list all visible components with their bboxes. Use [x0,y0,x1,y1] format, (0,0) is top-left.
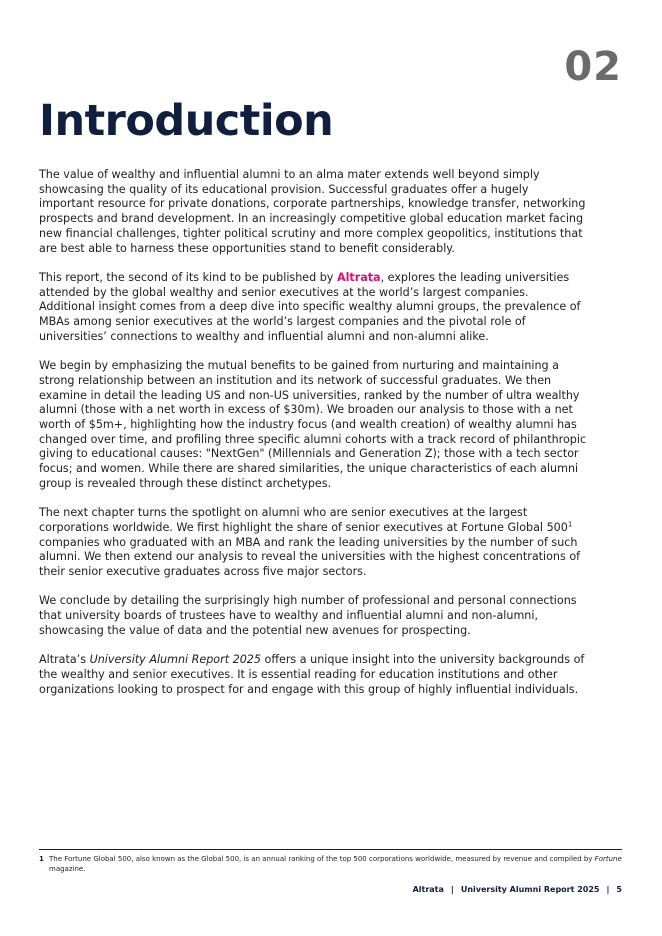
paragraph-4-start: The next chapter turns the spotlight on alumni who are senior executives at the largest corporations worldwide. We first highlight the share of senior executives at Fortune Global 500 [39,506,568,534]
footnote-ref: 1 [567,520,573,529]
paragraph-6-start: Altrata’s [39,653,90,667]
paragraph-4 [39,506,587,580]
paragraph-4-end: companies who graduated with an MBA and rank the leading universities by the number of such alumni. We then extend our analysis to reveal the universities with the highest concentrations of their senior executive graduates across five major sectors. [39,535,581,578]
paragraph-6-end: offers a unique insight into the university backgrounds of the wealthy and senior executives. It is essential reading for education institutions and other organizations looking to prospect for and engage with this group of highly influential individuals. [39,653,585,696]
footer-report-title: University Alumni Report 2025 [460,885,600,894]
footer-separator: | [450,885,454,894]
paragraph-5: We conclude by detailing the surprisingly high number of professional and personal connections that university boards of trustees have to wealthy and influential alumni and non-alumni, showcasing the value of data and the potential new avenues for prospecting. [39,594,577,637]
paragraph-6 [39,653,587,697]
footnote-text-start: The Fortune Global 500, also known as the Global 500, is an annual ranking of the top 500 corporations worldwide, measured by revenue and compiled by [49,855,595,863]
footnote-number: 1 [39,855,44,863]
page-footer [413,885,622,894]
paragraph-2 [39,271,587,345]
footer-brand: Altrata [412,885,444,894]
footnote-text [49,855,622,874]
footnote [39,855,622,874]
paragraph-2-start: This report, the second of its kind to be published by [39,270,337,284]
page-number: 5 [616,885,622,894]
report-title-italic: University Alumni Report 2025 [89,653,261,667]
footnote-divider [39,849,622,850]
footer-separator-2: | [606,885,610,894]
page-title: Introduction [39,96,334,146]
brand-name: Altrata [336,270,381,284]
paragraph-1: The value of wealthy and influential alumni to an alma mater extends well beyond simply showcasing the quality of its educational provision. Successful graduates offer a hugely important resource for private donations, corporate partnerships, knowledge transfer, networking prospects and brand development. In an increasingly competitive global education market facing new financial challenges, tighter political scrutiny and more complex geopolitics, institutions that are best able to harness these opportunities stand to benefit considerably. [39,168,586,255]
chapter-number: 02 [564,44,622,90]
paragraph-2-end: , explores the leading universities attended by the global wealthy and senior executives at the world’s largest companies. Additional insight comes from a deep dive into specific wealthy alumni groups, the prevalence of MBAs among senior executives at the world’s largest companies and the pivotal role of universities’ connections to wealthy and influential alumni and non-alumni alike. [39,270,581,343]
body-text [39,168,587,712]
footnote-italic: Fortune [594,855,622,863]
paragraph-3: We begin by emphasizing the mutual benefits to be gained from nurturing and maintaining a strong relationship between an institution and its network of successful graduates. We then examine in detail the leading US and non-US universities, ranked by the number of ultra wealthy alumni (those with a net worth in excess of $30m). We broaden our analysis to those with a net worth of $5m+, highlighting how the industry focus (and wealth creation) of wealthy alumni has changed over time, and profiling three specific alumni cohorts with a track record of philanthropic giving to educational causes: "NextGen" (Millennials and Generation Z); those with a tech sector focus; and women. While there are shared similarities, the unique characteristics of each alumni group is revealed through these distinct archetypes. [39,359,587,490]
footnote-text-end: magazine. [49,864,86,873]
